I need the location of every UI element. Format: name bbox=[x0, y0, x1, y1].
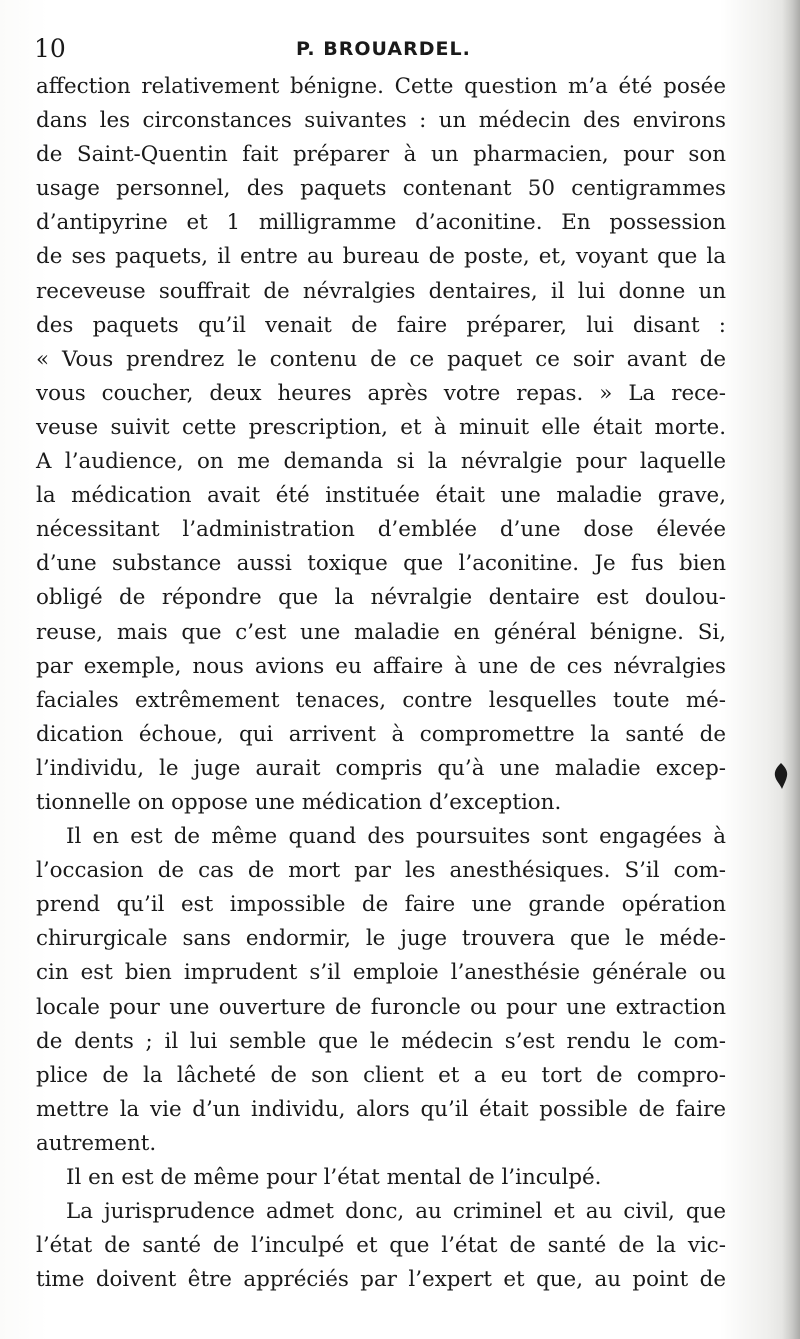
page-header bbox=[34, 34, 730, 64]
page-edge-shadow bbox=[782, 0, 800, 1339]
text-line: de ses paquets, il entre au bureau de poste, et, voyant que la bbox=[36, 244, 726, 270]
text-line: dans les circonstances suivantes : un médecin des environs bbox=[36, 108, 726, 134]
text-line: reuse, mais que c’est une maladie en général bénigne. Si, bbox=[36, 619, 726, 645]
text-line: d’une substance aussi toxique que l’aconitine. Je fus bien bbox=[36, 551, 726, 577]
text-line: time doivent être appréciés par l’expert et que, au point de bbox=[36, 1267, 726, 1293]
text-line: autrement. bbox=[36, 1130, 157, 1156]
text-line: Il en est de même quand des poursuites sont engagées à bbox=[66, 824, 726, 850]
text-line: faciales extrêmement tenaces, contre lesquelles toute mé- bbox=[36, 687, 726, 713]
text-line: chirurgicale sans endormir, le juge trouvera que le méde- bbox=[36, 926, 726, 952]
page-number: 10 bbox=[34, 34, 66, 63]
text-line: plice de la lâcheté de son client et a eu tort de compro- bbox=[36, 1062, 726, 1088]
text-line: la médication avait été instituée était une maladie grave, bbox=[36, 483, 726, 509]
text-line: affection relativement bénigne. Cette question m’a été posée bbox=[36, 74, 726, 99]
text-line: des paquets qu’il venait de faire préparer, lui disant : bbox=[36, 312, 726, 338]
text-line: cin est bien imprudent s’il emploie l’anesthésie générale ou bbox=[36, 960, 726, 986]
text-line: l’occasion de cas de mort par les anesthésiques. S’il com- bbox=[36, 858, 726, 884]
text-line: obligé de répondre que la névralgie dentaire est doulou- bbox=[36, 585, 726, 611]
text-line: prend qu’il est impossible de faire une grande opération bbox=[36, 892, 726, 918]
text-line: par exemple, nous avions eu affaire à une de ces névralgies bbox=[36, 653, 726, 679]
text-line: « Vous prendrez le contenu de ce paquet ce soir avant de bbox=[36, 346, 726, 372]
ink-blot-mark bbox=[772, 762, 790, 790]
text-line: locale pour une ouverture de furoncle ou pour une extraction bbox=[36, 994, 726, 1020]
text-line: usage personnel, des paquets contenant 50 centigrammes bbox=[36, 176, 726, 202]
text-line: tionnelle on oppose une médication d’exception. bbox=[36, 789, 562, 815]
text-line: vous coucher, deux heures après votre repas. » La rece- bbox=[36, 380, 726, 406]
text-line: dication échoue, qui arrivent à compromettre la santé de bbox=[36, 721, 726, 747]
text-line: de Saint-Quentin fait préparer à un pharmacien, pour son bbox=[36, 142, 726, 168]
text-line: veuse suivit cette prescription, et à minuit elle était morte. bbox=[36, 414, 726, 440]
running-head: P. BROUARDEL. bbox=[296, 38, 471, 60]
text-line: receveuse souffrait de névralgies dentaires, il lui donne un bbox=[36, 278, 726, 304]
text-line: mettre la vie d’un individu, alors qu’il était possible de faire bbox=[36, 1096, 726, 1122]
text-line: La jurisprudence admet donc, au criminel et au civil, que bbox=[66, 1199, 726, 1225]
text-line: nécessitant l’administration d’emblée d’une dose élevée bbox=[36, 517, 726, 543]
text-line: d’antipyrine et 1 milligramme d’aconitine. En possession bbox=[36, 210, 726, 236]
text-line: de dents ; il lui semble que le médecin s’est rendu le com- bbox=[36, 1028, 726, 1054]
text-line: l’état de santé de l’inculpé et que l’état de santé de la vic- bbox=[36, 1233, 726, 1259]
body-text bbox=[36, 70, 726, 1297]
text-line: Il en est de même pour l’état mental de l’inculpé. bbox=[66, 1165, 602, 1190]
text-line: l’individu, le juge aurait compris qu’à une maladie excep- bbox=[36, 755, 726, 781]
text-line: A l’audience, on me demanda si la névralgie pour laquelle bbox=[36, 449, 726, 475]
